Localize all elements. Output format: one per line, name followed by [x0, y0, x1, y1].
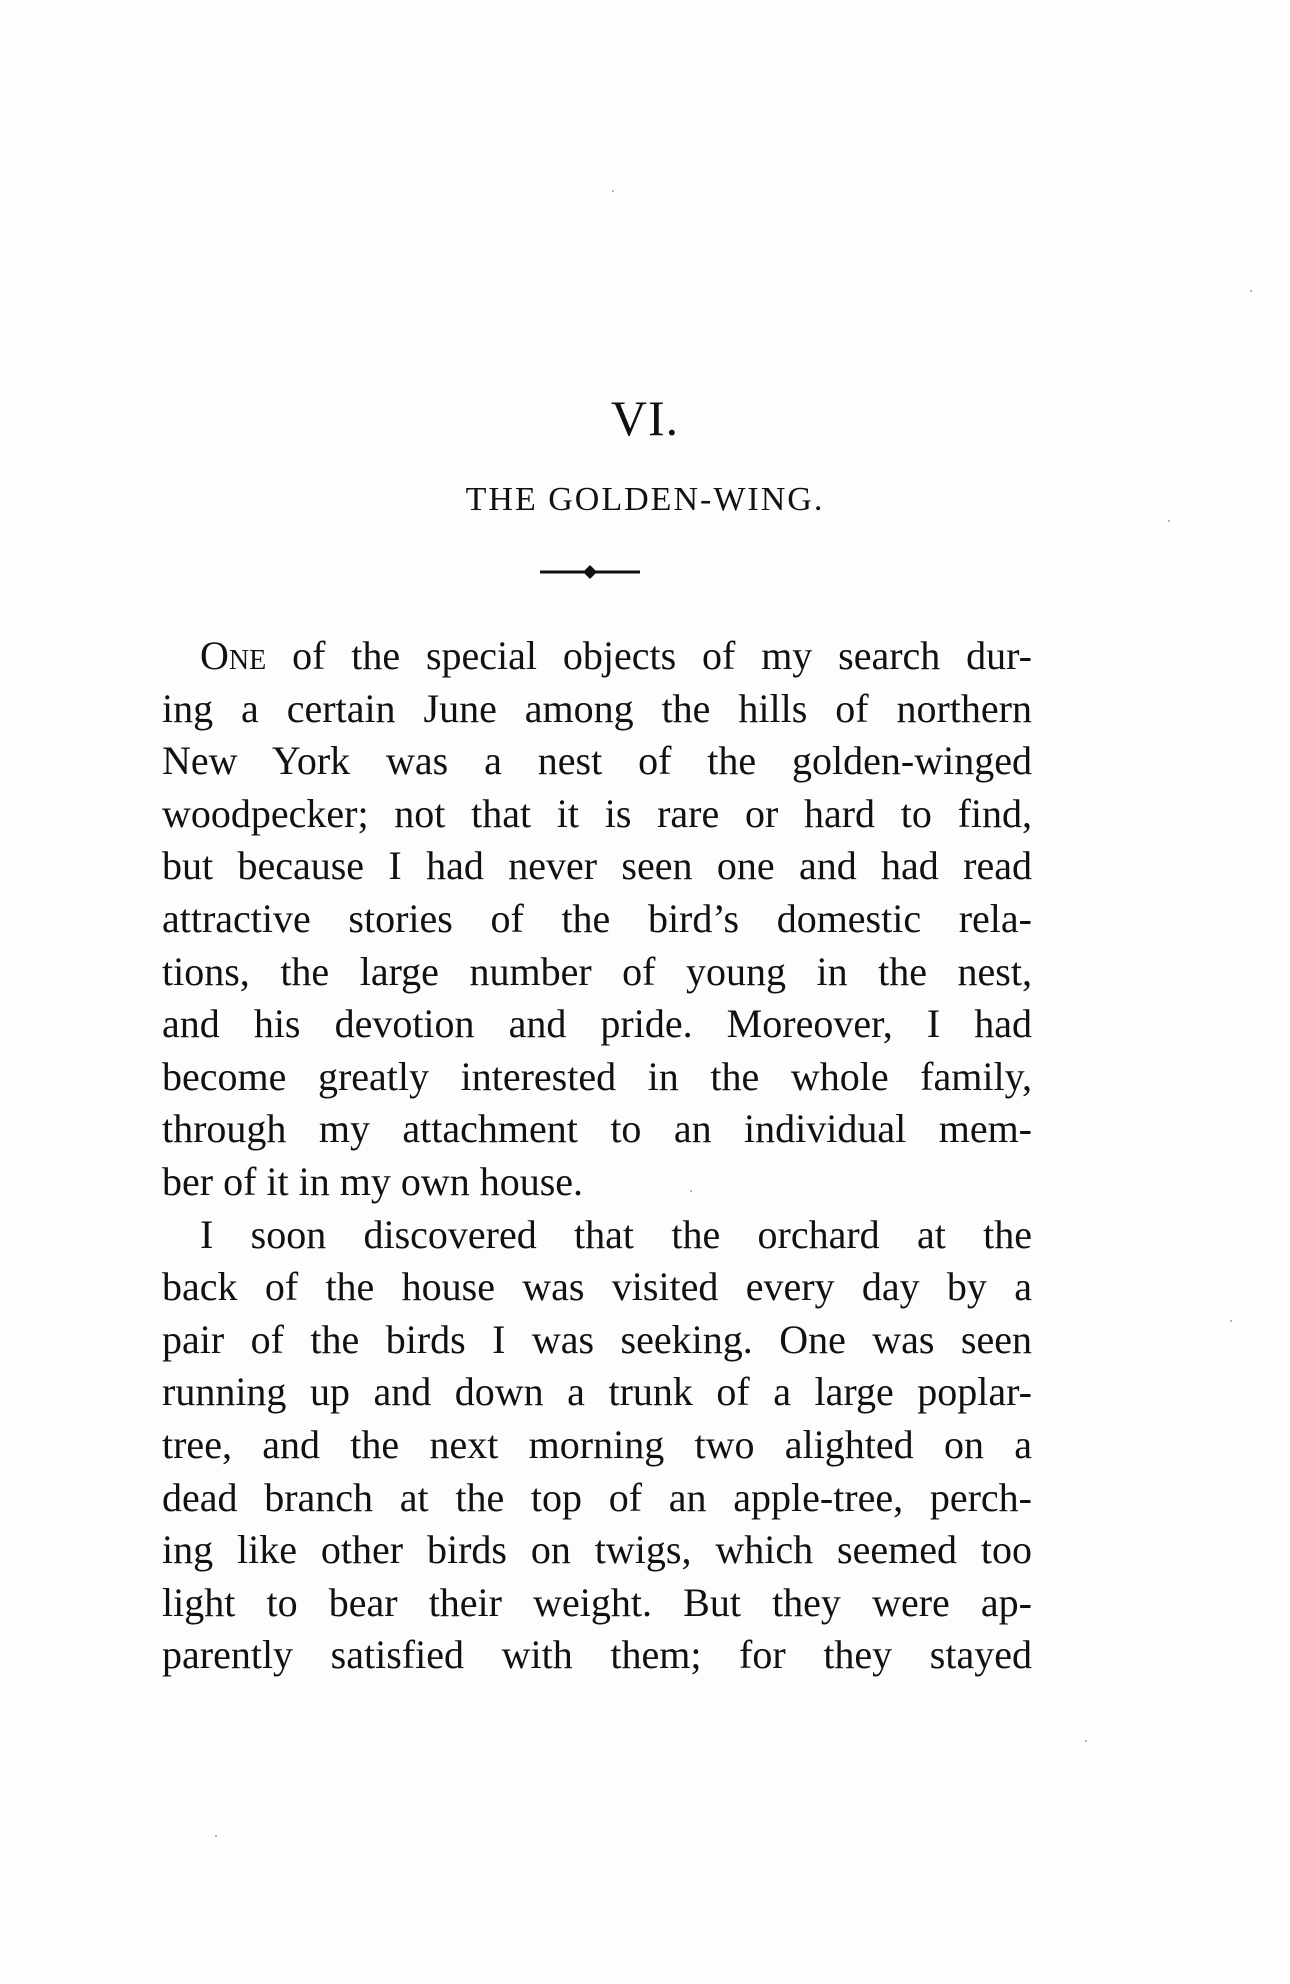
text-line: ber of it in my own house. — [162, 1158, 584, 1204]
chapter-title: THE GOLDEN-WING. — [465, 481, 825, 518]
paper-speck — [1230, 1320, 1232, 1322]
text-line: back of the house was visited every day by a — [162, 1264, 1032, 1310]
text-line: through my attachment to an individual mem- — [162, 1106, 1032, 1152]
line-text: of the special objects of my search dur- — [266, 633, 1032, 678]
text-line: attractive stories of the bird’s domestic rela- — [162, 895, 1032, 941]
text-line: but because I had never seen one and had read — [162, 843, 1032, 889]
chapter-number: VI. — [610, 390, 680, 446]
text-line: tions, the large number of young in the nest, — [162, 948, 1032, 994]
lead-word: One — [200, 633, 267, 678]
text-line: New York was a nest of the golden-winged — [162, 738, 1032, 784]
text-line: ing a certain June among the hills of northern — [162, 685, 1032, 731]
paper-speck — [1250, 290, 1252, 292]
text-line: running up and down a trunk of a large poplar- — [162, 1369, 1032, 1415]
text-line: dead branch at the top of an apple-tree, perch- — [162, 1474, 1032, 1520]
text-line: woodpecker; not that it is rare or hard to find, — [162, 790, 1032, 836]
divider-ornament-icon — [540, 562, 640, 582]
paragraph-1 — [162, 630, 1032, 1209]
text-line: pair of the birds I was seeking. One was seen — [162, 1316, 1032, 1362]
text-line: become greatly interested in the whole family, — [162, 1053, 1032, 1099]
paper-speck — [612, 190, 614, 192]
text-line: light to bear their weight. But they were ap- — [162, 1579, 1032, 1625]
paper-speck — [690, 1190, 692, 1192]
paper-speck — [215, 1835, 217, 1837]
paper-speck — [1085, 1740, 1087, 1742]
paper-speck — [1168, 520, 1170, 522]
paragraph-2 — [162, 1209, 1032, 1682]
text-line: ing like other birds on twigs, which seemed too — [162, 1527, 1032, 1573]
text-line: parently satisfied with them; for they stayed — [162, 1632, 1032, 1678]
text-line: tree, and the next morning two alighted on a — [162, 1421, 1032, 1467]
text-line — [162, 630, 1032, 683]
text-line: I soon discovered that the orchard at the — [200, 1211, 1032, 1257]
text-line: and his devotion and pride. Moreover, I had — [162, 1001, 1032, 1047]
body-text — [162, 630, 1032, 1682]
